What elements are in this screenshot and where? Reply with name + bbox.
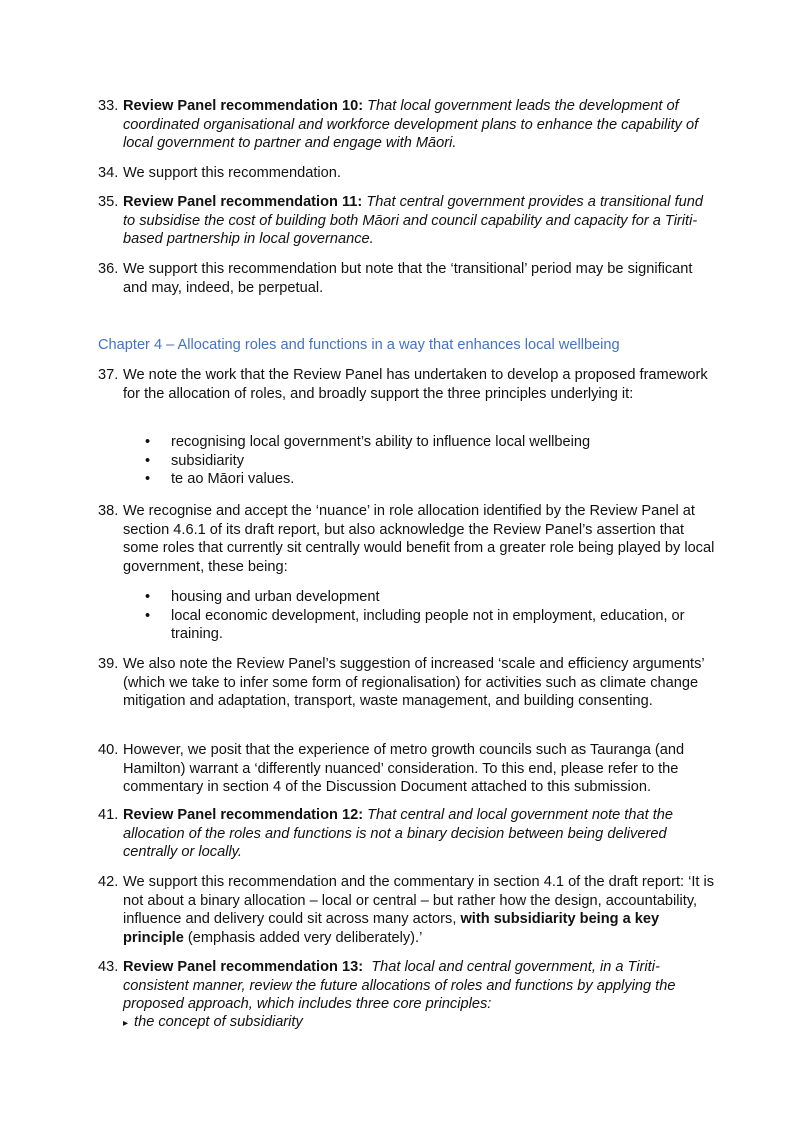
paragraph-number: 42. — [98, 874, 119, 890]
paragraph-text-end: (emphasis added very deliberately).’ — [187, 929, 423, 946]
paragraph-41 — [98, 806, 718, 862]
paragraph-39 — [98, 655, 718, 711]
paragraph-37 — [98, 366, 718, 403]
paragraph-number: 40. — [98, 742, 119, 758]
list-item: • recognising local government’s ability to influence local wellbeing — [145, 434, 591, 450]
paragraph-43 — [98, 958, 718, 1014]
roles-list — [145, 588, 731, 644]
paragraph-33 — [98, 97, 718, 153]
paragraph-number: 36. — [98, 261, 119, 277]
list-item: • housing and urban development — [145, 589, 380, 605]
paragraph-number: 33. — [98, 98, 119, 114]
recommendation-label: Review Panel recommendation 10: — [123, 98, 364, 114]
recommendation-label: Review Panel recommendation 12: — [123, 807, 364, 823]
paragraph-number: 43. — [98, 959, 119, 975]
sub-principle — [123, 1013, 303, 1034]
paragraph-number: 35. — [98, 194, 119, 210]
chapter-heading: Chapter 4 – Allocating roles and functions in a way that enhances local wellbeing — [98, 337, 620, 353]
paragraph-text: We recognise and accept the ‘nuance’ in role allocation identified by the Review Panel at section 4.6.1 of its draft report, but also acknowledge the Review Panel’s assertion that some roles that currently sit centrally would benefit from a greater role being played by local government, these being: — [123, 503, 715, 575]
paragraph-number: 39. — [98, 656, 119, 672]
paragraph-42 — [98, 873, 718, 947]
emphasis-text: with subsidiarity being a key principle — [123, 911, 660, 946]
bullet-icon: • — [145, 607, 151, 624]
recommendation-label: Review Panel recommendation 13: — [123, 959, 364, 975]
paragraph-number: 38. — [98, 503, 119, 519]
recommendation-text: That central and local government note that the allocation of the roles and functions is not a binary decision between being delivered centrally or locally. — [123, 807, 673, 861]
list-item: • local economic development, including people not in employment, education, or training. — [145, 607, 685, 643]
paragraph-38 — [98, 502, 718, 576]
paragraph-text: However, we posit that the experience of metro growth councils such as Tauranga (and Hamilton) warrant a ‘differently nuanced’ consideration. To this end, please refer to the commentary in section 4 of the Discussion Document attached to this submission. — [123, 742, 685, 796]
sub-principle-text: the concept of subsidiarity — [134, 1014, 303, 1030]
triangle-bullet-icon: ▸ — [123, 1018, 129, 1029]
recommendation-text: That central government provides a transitional fund to subsidise the cost of building both Māori and council capability and capacity for a Tiriti-based partnership in local governance. — [123, 194, 703, 248]
bullet-icon: • — [145, 434, 151, 450]
paragraph-text: We support this recommendation. — [123, 165, 341, 181]
paragraph-40 — [98, 741, 718, 797]
list-item: • subsidiarity — [145, 452, 244, 469]
paragraph-text: We support this recommendation but note that the ‘transitional’ period may be significant and may, indeed, be perpetual. — [123, 261, 693, 296]
recommendation-label: Review Panel recommendation 11: — [123, 194, 363, 210]
paragraph-text: We support this recommendation and the commentary in section 4.1 of the draft report: ‘It is not about a binary allocation – local or central – but rather how the design, accountability, influence and delivery could sit across many actors, — [123, 874, 715, 928]
bullet-icon: • — [145, 471, 151, 488]
paragraph-text: We also note the Review Panel’s suggestion of increased ‘scale and efficiency arguments’ (which we take to infer some form of regionalisation) for activities such as climate change mitigation and adaptation, transport, waste management, and building consenting. — [123, 656, 705, 710]
paragraph-35 — [98, 193, 718, 249]
paragraph-34 — [98, 164, 718, 183]
bullet-icon: • — [145, 452, 151, 469]
recommendation-text: That local and central government, in a Tiriti-consistent manner, review the future allocations of roles and functions by applying the proposed approach, which includes three core principles: — [123, 959, 676, 1013]
paragraph-36 — [98, 260, 718, 297]
paragraph-number: 41. — [98, 807, 119, 823]
paragraph-number: 37. — [98, 367, 119, 383]
recommendation-text: That local government leads the development of coordinated organisational and workforce development plans to enhance the capability of local government to partner and engage with Māori. — [123, 98, 699, 152]
paragraph-text: We note the work that the Review Panel has undertaken to develop a proposed framework for the allocation of roles, and broadly support the three principles underlying it: — [123, 367, 708, 402]
list-item: • te ao Māori values. — [145, 471, 295, 488]
paragraph-number: 34. — [98, 165, 119, 181]
bullet-icon: • — [145, 589, 151, 605]
principles-list — [145, 433, 731, 489]
